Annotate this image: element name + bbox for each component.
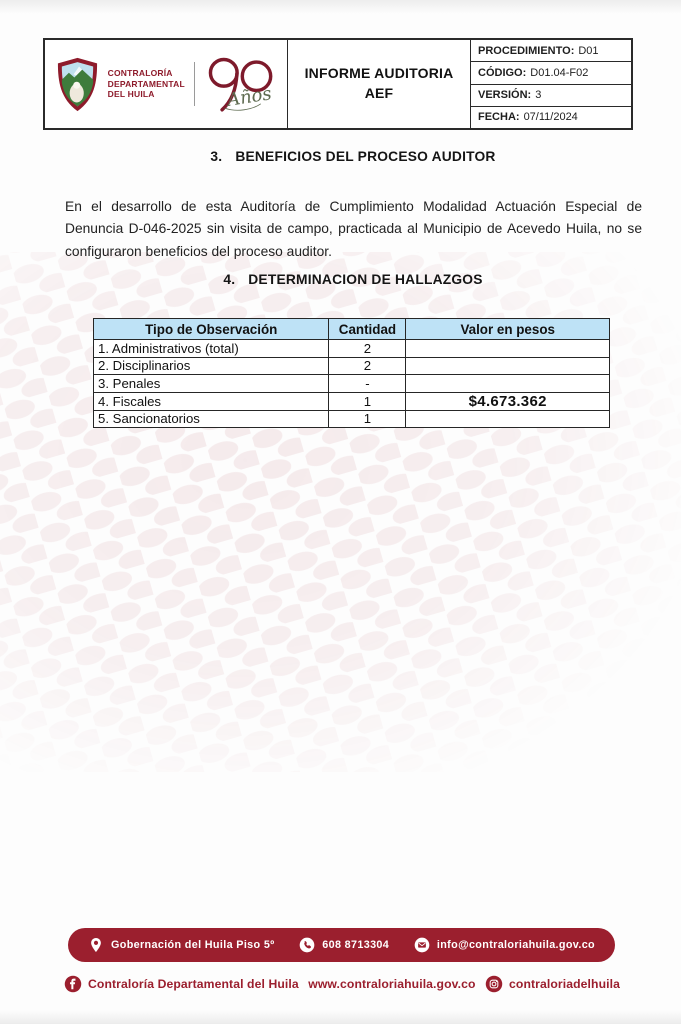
cell-valor	[406, 357, 610, 375]
contact-phone-text: 608 8713304	[322, 939, 390, 951]
social-row	[64, 975, 620, 993]
email-icon	[414, 937, 430, 953]
org-name-line1: CONTRALORÍA	[107, 68, 173, 79]
anniversary-90-icon	[204, 50, 278, 118]
website-item	[308, 977, 475, 991]
table-row	[94, 340, 610, 358]
cell-cantidad: 1	[329, 410, 406, 428]
document-header-table	[43, 38, 633, 130]
hallazgos-table	[93, 318, 610, 428]
cell-tipo: 1. Administrativos (total)	[94, 340, 329, 358]
cell-cantidad: 2	[329, 357, 406, 375]
table-header-row	[94, 319, 610, 340]
document-title	[288, 40, 471, 128]
field-codigo	[471, 62, 631, 84]
table-row	[94, 392, 610, 410]
field-label: CÓDIGO:	[478, 66, 527, 79]
col-header-cantidad: Cantidad	[329, 319, 406, 340]
facebook-text: Contraloría Departamental del Huila	[88, 977, 299, 991]
table-row	[94, 410, 610, 428]
section-heading-hallazgos	[65, 272, 641, 287]
section-title: BENEFICIOS DEL PROCESO AUDITOR	[235, 149, 496, 164]
instagram-text: contraloriadelhuila	[509, 977, 620, 991]
cell-valor	[406, 410, 610, 428]
contact-email	[414, 937, 595, 953]
document-title-line2: AEF	[364, 85, 394, 101]
cell-tipo: 3. Penales	[94, 375, 329, 393]
field-version	[471, 85, 631, 107]
table-row	[94, 375, 610, 393]
org-name-line3: DEL HUILA	[107, 89, 155, 100]
cell-valor-fiscales: $4.673.362	[406, 392, 610, 410]
contact-email-text: info@contraloriahuila.gov.co	[436, 939, 595, 951]
shield-logo-icon	[54, 56, 101, 113]
document-title-line1: INFORME AUDITORIA	[304, 65, 454, 82]
header-fields	[471, 40, 631, 128]
cell-cantidad: 2	[329, 340, 406, 358]
field-label: FECHA:	[478, 111, 520, 124]
contact-phone	[299, 937, 389, 953]
field-value: 3	[535, 89, 542, 102]
section-number: 3.	[210, 149, 223, 164]
field-procedimiento	[471, 40, 631, 62]
instagram-icon	[485, 975, 503, 993]
org-name-line2: DEPARTAMENTAL	[107, 78, 185, 89]
logo-cell	[45, 40, 288, 128]
facebook-icon	[64, 975, 82, 993]
section-title: DETERMINACION DE HALLAZGOS	[248, 272, 483, 287]
cell-cantidad: 1	[329, 392, 406, 410]
website-text: www.contraloriahuila.gov.co	[308, 977, 476, 991]
section-heading-beneficios	[65, 149, 641, 164]
cell-tipo: 5. Sancionatorios	[94, 410, 329, 428]
table-row	[94, 357, 610, 375]
location-pin-icon	[88, 937, 104, 953]
field-label: PROCEDIMIENTO:	[478, 44, 575, 57]
contact-location	[88, 937, 274, 953]
logo-separator	[194, 62, 196, 106]
cell-tipo: 2. Disciplinarios	[94, 357, 329, 375]
contact-bar	[68, 928, 615, 962]
svg-text:Años: Años	[225, 83, 274, 111]
col-header-valor: Valor en pesos	[406, 319, 610, 340]
contact-location-text: Gobernación del Huila Piso 5º	[111, 939, 275, 951]
cell-valor	[406, 375, 610, 393]
phone-icon	[299, 937, 315, 953]
section-number: 4.	[223, 272, 236, 287]
field-fecha	[471, 107, 631, 128]
beneficios-paragraph: En el desarrollo de esta Auditoría de Cumplimiento Modalidad Actuación Especial de Denuncia D-046-2025 sin visita de campo, practicada al Municipio de Acevedo Huila, no se configuraron beneficios del proceso auditor.	[65, 199, 642, 259]
field-value: D01.04-F02	[530, 66, 589, 79]
cell-cantidad: -	[329, 375, 406, 393]
cell-tipo: 4. Fiscales	[94, 392, 329, 410]
cell-valor	[406, 340, 610, 358]
instagram-item	[485, 975, 620, 993]
col-header-tipo: Tipo de Observación	[94, 319, 329, 340]
field-value: D01	[578, 44, 599, 57]
org-name	[108, 68, 185, 100]
field-value: 07/11/2024	[523, 111, 578, 124]
facebook-item	[64, 975, 299, 993]
field-label: VERSIÓN:	[478, 89, 532, 102]
